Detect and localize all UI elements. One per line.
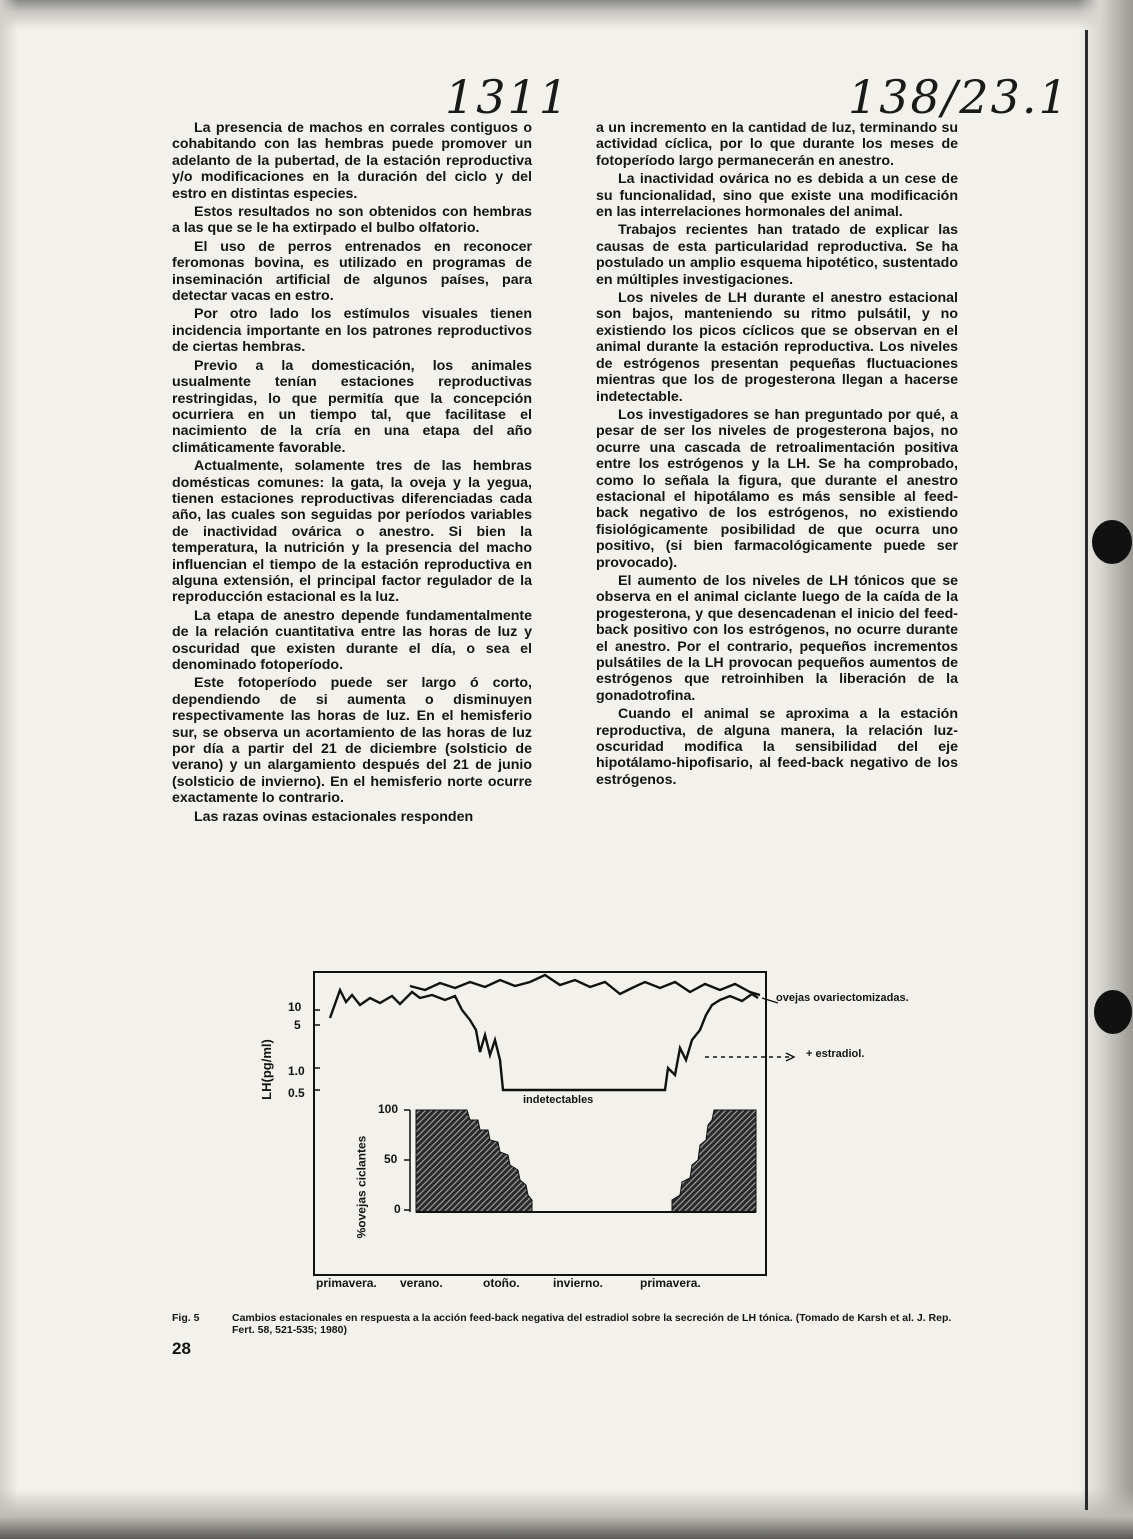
paragraph: Cuando el animal se aproxima a la estación reproductiva, de alguna manera, la relación luz-oscuridad modifica la sensibilidad del eje hipotálamo-hipofisario, al feed-back negativo de los estrógenos. — [596, 706, 958, 788]
annotation-undetectable: indetectables — [523, 1094, 594, 1106]
paragraph: La inactividad ovárica no es debida a un cese de su funcionalidad, sino que existe una modificación en las interrelaciones hormonales del animal. — [596, 171, 958, 221]
figure-caption-label: Fig. 5 — [172, 1312, 200, 1324]
lh-ovariectomized-line — [410, 975, 760, 995]
annotation-estradiol: + estradiol. — [806, 1048, 865, 1060]
page-number: 28 — [172, 1339, 191, 1358]
lh-estradiol-line — [330, 990, 758, 1090]
cycling-ewes-block-start — [416, 1110, 532, 1212]
paragraph: Actualmente, solamente tres de las hembras domésticas comunes: la gata, la oveja y la yegua, tienen estaciones reproductivas diferenciadas cada año, las cuales son seguidas por períodos variables de inactividad ovárica o anestro. Si bien la temperatura, la nutrición y la presencia del macho influencian el tiempo de la estación reproductiva en alguna extensión, el principal factor regulador de la reproducción estacional es la luz. — [172, 458, 532, 606]
paragraph: El uso de perros entrenados en reconocer feromonas bovina, es utilizado en programas de inseminación artificial de algunos países, para detectar vacas en estro. — [172, 238, 532, 305]
lh-tick-05: 0.5 — [288, 1086, 305, 1100]
paragraph: Las razas ovinas estacionales responden — [194, 808, 474, 825]
paragraph: Trabajos recientes han tratado de explicar las causas de esta particularidad reproductiva. Se ha postulado un amplio esquema hipotético, sustentado en múltiples investigaciones. — [596, 222, 958, 288]
cycling-axis-label: %ovejas ciclantes — [354, 1135, 369, 1239]
paragraph: Previo a la domesticación, los animales usualmente tenían estaciones reproductivas restringidas, lo que permitía que la concepción ocurriera en un tiempo tal, que facilitase el nacimiento de la cría en una etapa del año climáticamente favorable. — [172, 357, 532, 456]
lh-axis-label: LH(pg/ml) — [258, 1039, 274, 1100]
paragraph: Estos resultados no son obtenidos con hembras a las que se le ha extirpado el bulbo olfatorio. — [172, 204, 532, 237]
cycling-tick-0: 0 — [394, 1202, 401, 1216]
handwritten-note-left: 1311 — [445, 70, 571, 124]
season-label: primavera. — [640, 1276, 701, 1290]
paragraph: Los investigadores se han preguntado por qué, a pesar de ser los niveles de progesterona bajos, no ocurre una cascada de retroalimentación positiva entre los estrógenos y la LH. Se ha comprobado, como lo señala la figura, que durante el anestro estacional el hipotálamo es más sensible al feed-back negativo de los estrógenos, no existiendo fisiológicamente posibilidad de que ocurra uno positivo, (si bien farmacológicamente puede ser provocado). — [596, 406, 958, 571]
season-label: otoño. — [483, 1276, 520, 1290]
annotation-ovariectomized: ovejas ovariectomizadas. — [776, 992, 909, 1004]
season-label: verano. — [400, 1276, 443, 1290]
paragraph: Los niveles de LH durante el anestro estacional son bajos, manteniendo su ritmo pulsátil, y no existiendo los picos cíclicos que se observan en el animal durante la estación reproductiva. Los niveles de estrógenos presentan pequeñas fluctuaciones mientras que los de progesterona llegan a hacerse indetectable. — [596, 290, 958, 405]
lh-tick-10: 10 — [288, 1000, 302, 1014]
cycling-tick-100: 100 — [378, 1102, 399, 1116]
paragraph: El aumento de los niveles de LH tónicos que se observa en el animal ciclante luego de la caída de la progesterona, y que desencadenan el inicio del feed-back positivo con los estrógenos, no ocurre durante el anestro. Por el contrario, pequeños incrementos pulsátiles de la LH provocan pequeños aumentos de estrógenos que retroinhiben la liberación de la gonadotrofina. — [596, 572, 958, 704]
handwritten-note-right: 138/23.1 — [848, 70, 1070, 124]
figure-caption-text: Cambios estacionales en respuesta a la acción feed-back negativa del estradiol sobre la secreción de LH tónica. (Tomado de Karsh et al. J. Rep. Fert. 58, 521-535; 1980) — [232, 1312, 952, 1336]
paragraph: Por otro lado los estímulos visuales tienen incidencia importante en los patrones reproductivos de ciertas hembras. — [172, 306, 532, 356]
paragraph: a un incremento en la cantidad de luz, terminando su actividad cíclica, por lo que durante los meses de fotoperíodo largo permanecerán en anestro. — [596, 120, 958, 169]
lh-tick-5: 5 — [294, 1018, 301, 1032]
lh-tick-1: 1.0 — [288, 1064, 305, 1078]
paragraph: La etapa de anestro depende fundamentalmente de la relación cuantitativa entre las horas de luz y oscuridad que existen durante el día, o sea el denominado fotoperíodo. — [172, 607, 532, 673]
cycling-ewes-block-end — [672, 1110, 756, 1212]
paragraph: La presencia de machos en corrales contiguos o cohabitando con las hembras puede promover un adelanto de la pubertad, de la estación reproductiva y/o modificaciones en la duración del ciclo y del estro en distintas especies. — [172, 120, 532, 202]
figure-frame — [314, 972, 766, 1275]
cycling-tick-50: 50 — [384, 1152, 398, 1166]
paragraph: Este fotoperíodo puede ser largo ó corto, dependiendo de si aumenta o disminuyen respectivamente las horas de luz. En el hemisferio sur, se observa un acortamiento de las horas de luz por día a partir del 21 de diciembre (solsticio de verano) y un alargamiento después del 21 de junio (solsticio de invierno). En el hemisferio norte ocurre exactamente lo contrario. — [172, 675, 532, 807]
cycling-axis — [404, 1110, 410, 1212]
season-label: invierno. — [553, 1276, 604, 1290]
season-label: primavera. — [316, 1276, 377, 1290]
